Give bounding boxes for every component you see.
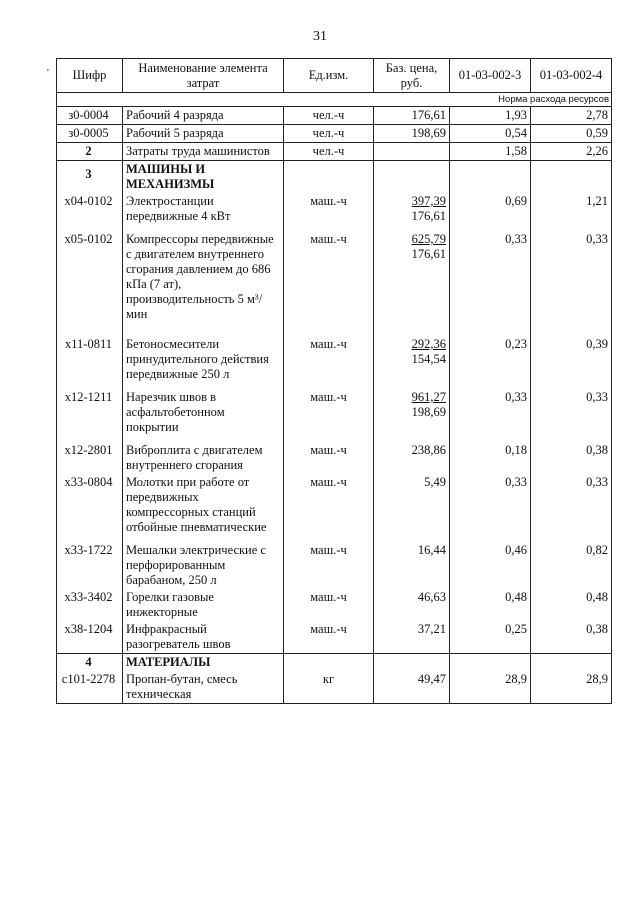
row-unit: маш.-ч xyxy=(284,474,374,536)
row-name: Компрессоры передвижные с двигателем внутреннего сгорания давлением до 686 кПа (7 ат), производительность 5 м³/мин xyxy=(123,231,284,323)
row-name: Мешалки электрические с перфорированным барабаном, 250 л xyxy=(123,542,284,589)
row-value-1: 0,33 xyxy=(450,474,531,536)
section-number: 4 xyxy=(57,654,123,672)
row-unit: кг xyxy=(284,671,374,704)
norm-label: Норма расхода ресурсов xyxy=(57,93,612,107)
row-value-1: 0,48 xyxy=(450,589,531,621)
row-value-2: 28,9 xyxy=(531,671,612,704)
section-row xyxy=(57,161,612,194)
row-value-2: 0,33 xyxy=(531,389,612,436)
table-row xyxy=(57,143,612,161)
margin-mark: ' xyxy=(47,68,49,79)
row-price: 625,79 xyxy=(411,232,446,246)
row-name: Нарезчик швов в асфальтобетонном покрытии xyxy=(123,389,284,436)
row-unit: маш.-ч xyxy=(284,336,374,383)
row-code: з0-0004 xyxy=(57,107,123,125)
row-value-1: 0,54 xyxy=(450,125,531,143)
table-row xyxy=(57,589,612,621)
header-col1: 01-03-002-3 xyxy=(450,59,531,93)
row-value-2: 0,82 xyxy=(531,542,612,589)
section-row xyxy=(57,654,612,672)
row-price: 198,69 xyxy=(374,125,450,143)
row-value-2: 0,39 xyxy=(531,336,612,383)
header-price: Баз. цена, руб. xyxy=(374,59,450,93)
row-value-1: 28,9 xyxy=(450,671,531,704)
row-price: 16,44 xyxy=(374,542,450,589)
row-value-1: 0,18 xyxy=(450,442,531,474)
table-row xyxy=(57,125,612,143)
row-value-1: 0,69 xyxy=(450,193,531,225)
row-price-secondary: 176,61 xyxy=(411,247,446,261)
row-value-1: 0,33 xyxy=(450,389,531,436)
row-name: Рабочий 4 разряда xyxy=(123,107,284,125)
row-code: х12-2801 xyxy=(57,442,123,474)
section-number: 2 xyxy=(57,143,123,161)
row-value-2: 0,38 xyxy=(531,442,612,474)
row-price: 292,36 xyxy=(411,337,446,351)
norm-row xyxy=(57,93,612,107)
table-row xyxy=(57,442,612,474)
row-code: х11-0811 xyxy=(57,336,123,383)
row-value-1: 0,46 xyxy=(450,542,531,589)
row-code: з0-0005 xyxy=(57,125,123,143)
row-code: х04-0102 xyxy=(57,193,123,225)
row-code: х38-1204 xyxy=(57,621,123,654)
row-price: 5,49 xyxy=(374,474,450,536)
row-price-secondary: 198,69 xyxy=(411,405,446,419)
section-number: 3 xyxy=(57,161,123,194)
table-row xyxy=(57,542,612,589)
row-price-secondary: 154,54 xyxy=(411,352,446,366)
table-row xyxy=(57,474,612,536)
table-row xyxy=(57,336,612,383)
row-value-2: 0,59 xyxy=(531,125,612,143)
section-title: МАТЕРИАЛЫ xyxy=(123,654,284,672)
section-title: МАШИНЫ И МЕХАНИЗМЫ xyxy=(123,161,284,194)
row-price: 49,47 xyxy=(374,671,450,704)
row-name: Горелки газовые инжекторные xyxy=(123,589,284,621)
row-value-2: 2,78 xyxy=(531,107,612,125)
table-row xyxy=(57,671,612,704)
row-name: Бетоносмесители принудительного действия передвижные 250 л xyxy=(123,336,284,383)
row-name: Инфракрасный разогреватель швов xyxy=(123,621,284,654)
row-name: Рабочий 5 разряда xyxy=(123,125,284,143)
row-unit: маш.-ч xyxy=(284,442,374,474)
row-price: 37,21 xyxy=(374,621,450,654)
row-price xyxy=(374,143,450,161)
row-unit: маш.-ч xyxy=(284,589,374,621)
row-value-2: 0,38 xyxy=(531,621,612,654)
row-value-1: 1,93 xyxy=(450,107,531,125)
row-value-1: 0,33 xyxy=(450,231,531,323)
row-unit: маш.-ч xyxy=(284,231,374,323)
table-row xyxy=(57,193,612,225)
row-price: 46,63 xyxy=(374,589,450,621)
row-price: 397,39 xyxy=(411,194,446,208)
table-row xyxy=(57,621,612,654)
row-unit: чел.-ч xyxy=(284,143,374,161)
row-name: Электростанции передвижные 4 кВт xyxy=(123,193,284,225)
row-code: х33-1722 xyxy=(57,542,123,589)
row-value-2: 1,21 xyxy=(531,193,612,225)
table-header-row xyxy=(57,59,612,93)
header-code: Шифр xyxy=(57,59,123,93)
row-value-1: 1,58 xyxy=(450,143,531,161)
header-col2: 01-03-002-4 xyxy=(531,59,612,93)
row-value-1: 0,23 xyxy=(450,336,531,383)
row-code: х33-0804 xyxy=(57,474,123,536)
row-value-2: 2,26 xyxy=(531,143,612,161)
row-name: Молотки при работе от передвижных компрессорных станций отбойные пневматические xyxy=(123,474,284,536)
row-code: с101-2278 xyxy=(57,671,123,704)
resource-norms-table xyxy=(56,58,612,704)
row-unit: маш.-ч xyxy=(284,621,374,654)
row-code: х33-3402 xyxy=(57,589,123,621)
row-unit: маш.-ч xyxy=(284,193,374,225)
header-unit: Ед.изм. xyxy=(284,59,374,93)
row-unit: маш.-ч xyxy=(284,389,374,436)
row-value-1: 0,25 xyxy=(450,621,531,654)
row-value-2: 0,33 xyxy=(531,474,612,536)
row-unit: чел.-ч xyxy=(284,107,374,125)
row-code: х12-1211 xyxy=(57,389,123,436)
header-name: Наименование элемента затрат xyxy=(123,59,284,93)
row-value-2: 0,33 xyxy=(531,231,612,323)
row-price: 238,86 xyxy=(374,442,450,474)
row-price-secondary: 176,61 xyxy=(411,209,446,223)
row-name: Пропан-бутан, смесь техническая xyxy=(123,671,284,704)
table-row xyxy=(57,107,612,125)
row-price: 176,61 xyxy=(374,107,450,125)
row-unit: чел.-ч xyxy=(284,125,374,143)
table-row xyxy=(57,389,612,436)
row-value-2: 0,48 xyxy=(531,589,612,621)
table-row xyxy=(57,231,612,323)
row-price: 961,27 xyxy=(411,390,446,404)
row-code: х05-0102 xyxy=(57,231,123,323)
row-unit: маш.-ч xyxy=(284,542,374,589)
row-name: Затраты труда машинистов xyxy=(123,143,284,161)
page-number: 31 xyxy=(313,29,327,44)
row-name: Виброплита с двигателем внутреннего сгорания xyxy=(123,442,284,474)
